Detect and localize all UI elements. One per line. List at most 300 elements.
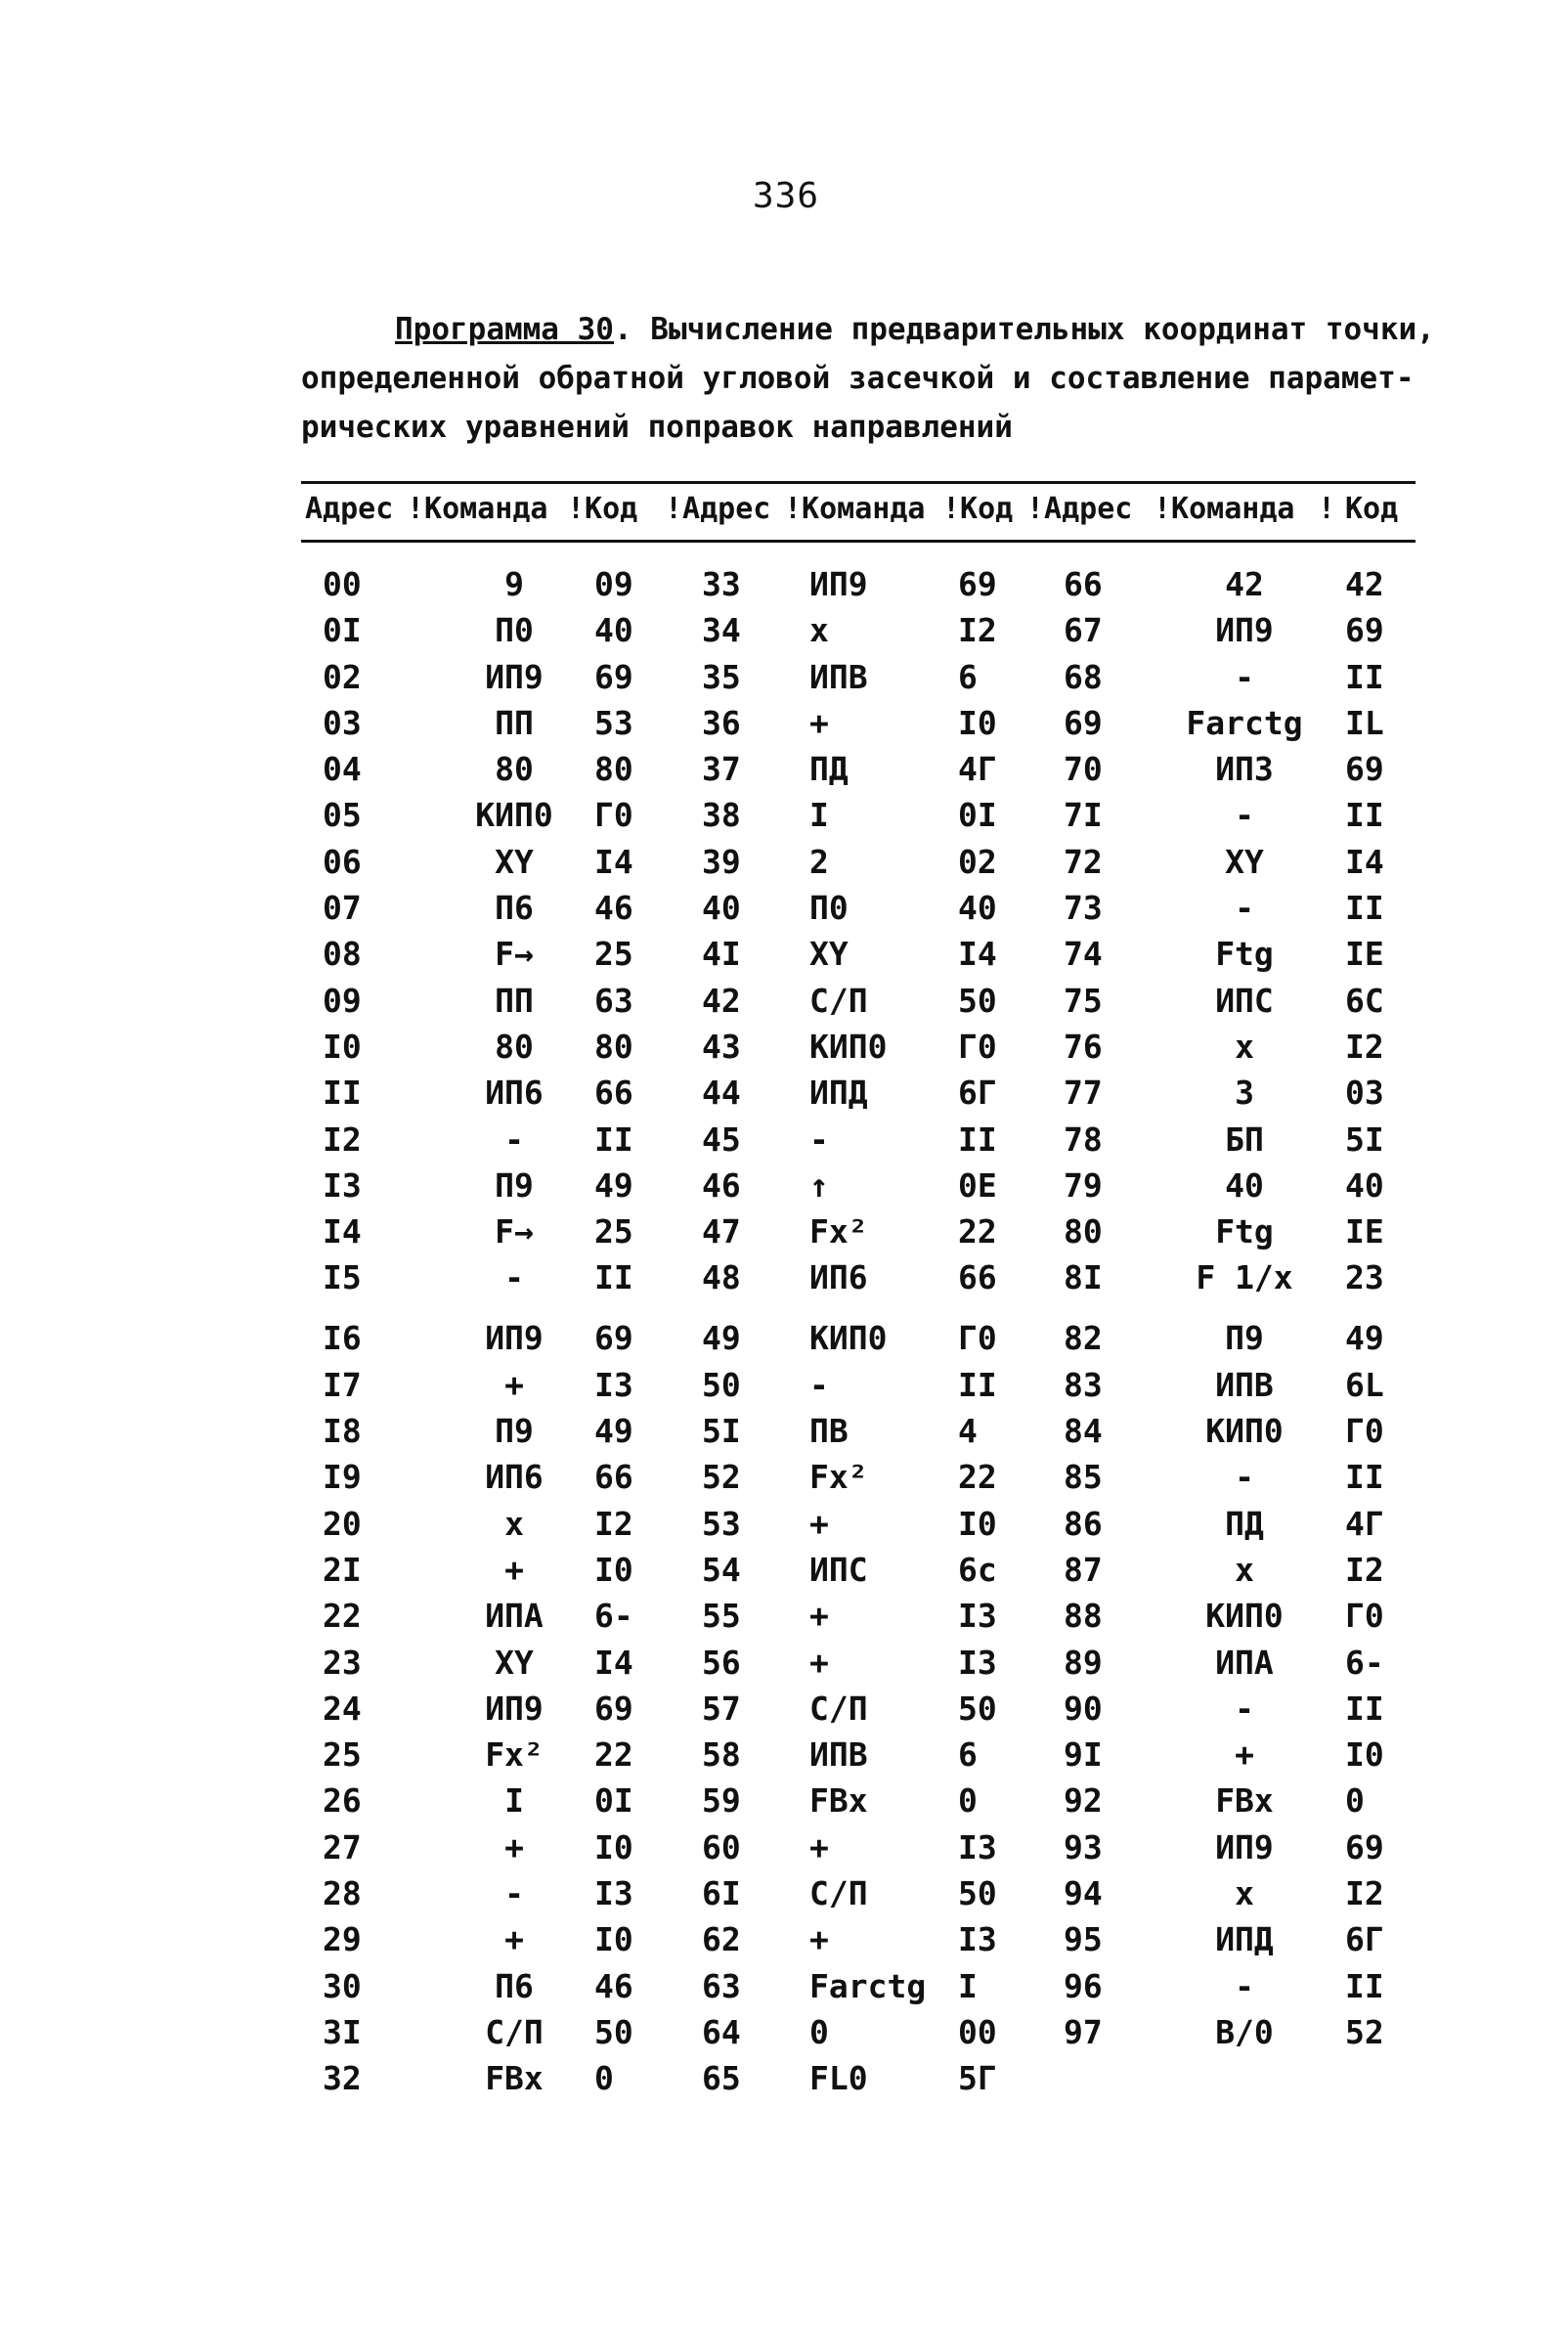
cell-command-1: I (504, 1781, 524, 1821)
cell-command-2: С/П (809, 1874, 868, 1913)
cell-code-2: 6 (958, 657, 978, 696)
cell-code-2: 22 (958, 1212, 997, 1251)
cell-code-1: 49 (594, 1412, 633, 1451)
cell-command-1: ИП9 (485, 1689, 544, 1728)
table-row (301, 2013, 1416, 2059)
cell-command-3: ИП9 (1215, 1827, 1274, 1866)
cell-address-1: 20 (323, 1504, 362, 1543)
cell-address-2: 60 (702, 1827, 741, 1866)
cell-address-1: 22 (323, 1597, 362, 1636)
cell-code-1: 22 (594, 1735, 633, 1775)
cell-code-3: I0 (1345, 1735, 1384, 1775)
cell-code-1: 25 (594, 1212, 633, 1251)
cell-command-3: 40 (1225, 1165, 1264, 1205)
cell-address-1: 2I (323, 1550, 362, 1589)
table-row (301, 843, 1416, 889)
cell-command-3: КИП0 (1205, 1597, 1284, 1636)
cell-command-2: ИПВ (809, 657, 868, 696)
cell-code-3: II (1345, 1689, 1384, 1728)
cell-command-2: - (809, 1365, 829, 1404)
cell-code-1: 46 (594, 889, 633, 928)
cell-command-2: + (809, 1827, 829, 1866)
cell-code-1: 69 (594, 1689, 633, 1728)
cell-address-2: 62 (702, 1920, 741, 1959)
table-row (301, 1967, 1416, 2013)
cell-command-2: Fx² (809, 1212, 868, 1251)
cell-command-1: С/П (485, 2012, 544, 2051)
cell-command-2: ИП6 (809, 1258, 868, 1297)
cell-address-1: I9 (323, 1458, 362, 1497)
cell-command-1: + (504, 1827, 524, 1866)
cell-address-3: 67 (1064, 611, 1103, 650)
cell-address-2: 55 (702, 1597, 741, 1636)
cell-address-3: 75 (1064, 981, 1103, 1020)
cell-code-3: II (1345, 1458, 1384, 1497)
cell-command-3: ИП3 (1215, 750, 1274, 789)
cell-address-1: I6 (323, 1319, 362, 1358)
cell-command-1: - (504, 1874, 524, 1913)
cell-address-2: 58 (702, 1735, 741, 1775)
cell-command-3: x (1235, 1027, 1254, 1066)
cell-address-2: 56 (702, 1643, 741, 1682)
cell-address-2: 43 (702, 1027, 741, 1066)
cell-address-2: 59 (702, 1781, 741, 1821)
cell-command-2: + (809, 1504, 829, 1543)
header-separator: ! (1318, 492, 1336, 526)
cell-code-3: 42 (1345, 565, 1384, 603)
cell-code-1: 0I (594, 1781, 633, 1821)
table-row (301, 1644, 1416, 1690)
cell-code-3: 6L (1345, 1365, 1384, 1404)
cell-address-2: 49 (702, 1319, 741, 1358)
table-row (301, 750, 1416, 796)
cell-command-2: ПД (809, 750, 849, 789)
cell-command-1: x (504, 1504, 524, 1543)
cell-address-2: 52 (702, 1458, 741, 1497)
cell-command-2: + (809, 703, 829, 742)
cell-command-2: + (809, 1597, 829, 1636)
cell-command-2: ИПД (809, 1074, 868, 1113)
cell-command-2: x (809, 611, 829, 650)
cell-code-3: 4Г (1345, 1504, 1384, 1543)
cell-address-2: 50 (702, 1365, 741, 1404)
table-row (301, 1874, 1416, 1920)
cell-code-1: 69 (594, 657, 633, 696)
cell-address-2: 39 (702, 842, 741, 881)
cell-command-1: ИП6 (485, 1458, 544, 1497)
cell-address-3: 88 (1064, 1597, 1103, 1636)
cell-command-3: В/0 (1215, 2012, 1274, 2051)
cell-address-3: 90 (1064, 1689, 1103, 1728)
table-row (301, 1412, 1416, 1458)
cell-command-2: КИП0 (809, 1319, 888, 1358)
cell-address-3: 94 (1064, 1874, 1103, 1913)
table-row (301, 1828, 1416, 1874)
cell-address-2: 33 (702, 565, 741, 603)
cell-code-3: IL (1345, 703, 1384, 742)
cell-command-3: КИП0 (1205, 1412, 1284, 1451)
table-row (301, 1319, 1416, 1365)
cell-code-1: 69 (594, 1319, 633, 1358)
cell-command-2: - (809, 1120, 829, 1159)
cell-code-1: 46 (594, 1966, 633, 2005)
cell-command-2: Farctg (809, 1966, 927, 2005)
table-row (301, 889, 1416, 935)
cell-code-3: 6Г (1345, 1920, 1384, 1959)
cell-command-2: + (809, 1643, 829, 1682)
cell-command-1: + (504, 1920, 524, 1959)
cell-command-1: ПП (495, 981, 534, 1020)
cell-code-2: 02 (958, 842, 997, 881)
cell-address-1: 04 (323, 750, 362, 789)
cell-address-3: 78 (1064, 1120, 1103, 1159)
cell-code-3: II (1345, 657, 1384, 696)
title-line-1 (301, 305, 1450, 354)
cell-command-1: F→ (495, 1212, 534, 1251)
cell-code-2: Г0 (958, 1319, 997, 1358)
cell-address-3: 8I (1064, 1258, 1103, 1297)
cell-command-3: - (1235, 1458, 1254, 1497)
cell-command-1: ИП9 (485, 1319, 544, 1358)
cell-command-1: XY (495, 1643, 534, 1682)
cell-address-1: II (323, 1074, 362, 1113)
cell-address-1: 09 (323, 981, 362, 1020)
cell-address-1: 00 (323, 565, 362, 603)
cell-address-3: 97 (1064, 2012, 1103, 2051)
table-row (301, 1505, 1416, 1551)
cell-code-2: 00 (958, 2012, 997, 2051)
cell-code-1: Г0 (594, 796, 633, 835)
table-row (301, 1551, 1416, 1597)
cell-address-3: 79 (1064, 1165, 1103, 1205)
cell-command-1: 80 (495, 1027, 534, 1066)
cell-code-1: I3 (594, 1365, 633, 1404)
cell-code-2: 6 (958, 1735, 978, 1775)
cell-address-1: I3 (323, 1165, 362, 1205)
cell-code-3: II (1345, 889, 1384, 928)
cell-command-3: + (1235, 1735, 1254, 1775)
cell-command-2: С/П (809, 1689, 868, 1728)
table-row (301, 1366, 1416, 1412)
header-address-1: Адрес (305, 492, 394, 526)
table-row (301, 1074, 1416, 1120)
cell-command-3: ПД (1225, 1504, 1264, 1543)
cell-address-1: 3I (323, 2012, 362, 2051)
cell-code-1: 40 (594, 611, 633, 650)
cell-command-3: x (1235, 1874, 1254, 1913)
cell-address-3: 77 (1064, 1074, 1103, 1113)
cell-code-1: 53 (594, 703, 633, 742)
cell-code-1: I4 (594, 842, 633, 881)
cell-code-3: II (1345, 796, 1384, 835)
cell-code-3: II (1345, 1966, 1384, 2005)
cell-code-3: IE (1345, 1212, 1384, 1251)
cell-code-2: 4Г (958, 750, 997, 789)
cell-address-2: 44 (702, 1074, 741, 1113)
cell-code-1: I0 (594, 1827, 633, 1866)
cell-address-2: 54 (702, 1550, 741, 1589)
table-top-rule (301, 481, 1416, 484)
cell-command-2: С/П (809, 981, 868, 1020)
cell-code-2: 66 (958, 1258, 997, 1297)
cell-command-3: ИП9 (1215, 611, 1274, 650)
cell-command-3: ИПС (1215, 981, 1274, 1020)
cell-code-3: 49 (1345, 1319, 1384, 1358)
cell-address-3: 83 (1064, 1365, 1103, 1404)
cell-address-2: 48 (702, 1258, 741, 1297)
cell-address-2: 35 (702, 657, 741, 696)
title-line-1-rest: . Вычисление предварительных координат точки, (613, 312, 1435, 347)
table-row (301, 2059, 1416, 2105)
cell-command-1: ПП (495, 703, 534, 742)
table-row (301, 565, 1416, 611)
cell-command-1: F→ (495, 935, 534, 974)
header-address-3: !Адрес (1026, 492, 1133, 526)
cell-command-2: I (809, 796, 829, 835)
cell-code-1: 66 (594, 1458, 633, 1497)
program-table (301, 565, 1416, 2106)
cell-command-1: П9 (495, 1165, 534, 1205)
cell-command-3: - (1235, 796, 1254, 835)
cell-command-3: Ftg (1215, 935, 1274, 974)
cell-code-3: 69 (1345, 750, 1384, 789)
cell-address-3: 87 (1064, 1550, 1103, 1589)
cell-address-3: 72 (1064, 842, 1103, 881)
cell-code-1: I4 (594, 1643, 633, 1682)
cell-code-2: 40 (958, 889, 997, 928)
cell-code-3: Г0 (1345, 1412, 1384, 1451)
cell-address-3: 85 (1064, 1458, 1103, 1497)
cell-code-1: II (594, 1258, 633, 1297)
cell-code-2: 5Г (958, 2059, 997, 2098)
cell-code-1: 66 (594, 1074, 633, 1113)
cell-code-2: I3 (958, 1827, 997, 1866)
cell-command-3: 3 (1235, 1074, 1254, 1113)
table-header (301, 492, 1416, 531)
cell-address-2: 45 (702, 1120, 741, 1159)
cell-address-1: 28 (323, 1874, 362, 1913)
cell-command-2: FBx (809, 1781, 868, 1821)
cell-address-2: 64 (702, 2012, 741, 2051)
cell-code-3: 69 (1345, 611, 1384, 650)
cell-command-3: П9 (1225, 1319, 1264, 1358)
cell-address-3: 84 (1064, 1412, 1103, 1451)
cell-address-1: 0I (323, 611, 362, 650)
cell-command-3: FBx (1215, 1781, 1274, 1821)
cell-command-1: FBx (485, 2059, 544, 2098)
cell-address-3: 86 (1064, 1504, 1103, 1543)
cell-code-1: 63 (594, 981, 633, 1020)
cell-code-3: 6С (1345, 981, 1384, 1020)
cell-address-1: 05 (323, 796, 362, 835)
cell-address-1: I7 (323, 1365, 362, 1404)
cell-address-1: I2 (323, 1120, 362, 1159)
cell-address-2: 42 (702, 981, 741, 1020)
cell-command-1: ИП9 (485, 657, 544, 696)
cell-address-1: 24 (323, 1689, 362, 1728)
table-row (301, 1781, 1416, 1827)
cell-address-3: 82 (1064, 1319, 1103, 1358)
cell-command-2: ИПС (809, 1550, 868, 1589)
cell-address-3: 9I (1064, 1735, 1103, 1775)
cell-address-3: 80 (1064, 1212, 1103, 1251)
cell-command-3: ИПВ (1215, 1365, 1274, 1404)
program-title (301, 305, 1450, 452)
cell-code-3: I2 (1345, 1874, 1384, 1913)
cell-address-3: 70 (1064, 750, 1103, 789)
cell-code-3: IE (1345, 935, 1384, 974)
cell-address-1: I4 (323, 1212, 362, 1251)
table-row (301, 611, 1416, 657)
table-row (301, 1597, 1416, 1643)
cell-code-2: 50 (958, 981, 997, 1020)
cell-command-3: ИПА (1215, 1643, 1274, 1682)
cell-code-1: I0 (594, 1550, 633, 1589)
table-row (301, 1166, 1416, 1212)
cell-address-1: 23 (323, 1643, 362, 1682)
cell-code-2: I4 (958, 935, 997, 974)
cell-address-3: 66 (1064, 565, 1103, 603)
cell-code-3: I4 (1345, 842, 1384, 881)
table-row (301, 704, 1416, 750)
cell-address-1: 26 (323, 1781, 362, 1821)
cell-command-2: П0 (809, 889, 849, 928)
cell-code-3: 6- (1345, 1643, 1384, 1682)
cell-code-3: 69 (1345, 1827, 1384, 1866)
cell-address-1: 02 (323, 657, 362, 696)
cell-address-2: 36 (702, 703, 741, 742)
cell-command-3: - (1235, 889, 1254, 928)
cell-command-3: 42 (1225, 565, 1264, 603)
program-label: Программа 30 (395, 312, 614, 347)
cell-command-1: П9 (495, 1412, 534, 1451)
cell-address-3: 7I (1064, 796, 1103, 835)
cell-code-3: 40 (1345, 1165, 1384, 1205)
cell-code-2: I2 (958, 611, 997, 650)
cell-command-1: П6 (495, 1966, 534, 2005)
cell-command-3: Farctg (1186, 703, 1303, 742)
cell-address-1: I8 (323, 1412, 362, 1451)
cell-command-1: КИП0 (475, 796, 553, 835)
cell-address-1: 07 (323, 889, 362, 928)
header-command-3: !Команда (1154, 492, 1295, 526)
cell-command-2: ↑ (809, 1165, 829, 1205)
cell-address-3: 95 (1064, 1920, 1103, 1959)
table-row (301, 982, 1416, 1028)
cell-code-1: 49 (594, 1165, 633, 1205)
cell-code-3: Г0 (1345, 1597, 1384, 1636)
cell-code-1: 6- (594, 1597, 633, 1636)
cell-address-2: 63 (702, 1966, 741, 2005)
cell-code-1: 09 (594, 565, 633, 603)
cell-address-2: 34 (702, 611, 741, 650)
cell-address-3: 73 (1064, 889, 1103, 928)
cell-command-1: + (504, 1550, 524, 1589)
cell-code-1: 0 (594, 2059, 614, 2098)
header-code-2: !Код (942, 492, 1014, 526)
cell-code-2: 6Г (958, 1074, 997, 1113)
table-row (301, 1120, 1416, 1166)
cell-code-2: II (958, 1365, 997, 1404)
cell-command-2: ИП9 (809, 565, 868, 603)
cell-code-2: II (958, 1120, 997, 1159)
cell-code-2: 50 (958, 1689, 997, 1728)
cell-code-3: 23 (1345, 1258, 1384, 1297)
cell-command-2: FL0 (809, 2059, 868, 2098)
cell-address-1: 32 (323, 2059, 362, 2098)
header-code-1: !Код (567, 492, 638, 526)
cell-code-2: 6с (958, 1550, 997, 1589)
cell-address-3: 93 (1064, 1827, 1103, 1866)
cell-command-1: П6 (495, 889, 534, 928)
cell-code-2: 69 (958, 565, 997, 603)
cell-code-1: I2 (594, 1504, 633, 1543)
cell-address-2: 65 (702, 2059, 741, 2098)
cell-address-3: 89 (1064, 1643, 1103, 1682)
cell-address-1: 27 (323, 1827, 362, 1866)
cell-code-1: 50 (594, 2012, 633, 2051)
cell-command-2: 0 (809, 2012, 829, 2051)
cell-command-1: Fx² (485, 1735, 544, 1775)
cell-code-1: I0 (594, 1920, 633, 1959)
cell-code-2: 22 (958, 1458, 997, 1497)
cell-address-3: 69 (1064, 703, 1103, 742)
cell-code-2: 4 (958, 1412, 978, 1451)
cell-command-2: ИПВ (809, 1735, 868, 1775)
cell-address-2: 5I (702, 1412, 741, 1451)
cell-command-1: - (504, 1120, 524, 1159)
cell-command-3: XY (1225, 842, 1264, 881)
cell-command-3: - (1235, 657, 1254, 696)
table-row (301, 1028, 1416, 1074)
cell-address-2: 57 (702, 1689, 741, 1728)
cell-address-3: 76 (1064, 1027, 1103, 1066)
cell-command-2: Fx² (809, 1458, 868, 1497)
cell-code-3: 5I (1345, 1120, 1384, 1159)
cell-code-3: I2 (1345, 1027, 1384, 1066)
cell-address-3: 96 (1064, 1966, 1103, 2005)
cell-command-2: + (809, 1920, 829, 1959)
cell-command-1: 9 (504, 565, 524, 603)
cell-address-2: 53 (702, 1504, 741, 1543)
cell-code-2: I0 (958, 703, 997, 742)
cell-address-3: 92 (1064, 1781, 1103, 1821)
cell-code-1: I3 (594, 1874, 633, 1913)
cell-code-2: 0I (958, 796, 997, 835)
cell-code-2: 50 (958, 1874, 997, 1913)
cell-command-2: 2 (809, 842, 829, 881)
cell-address-2: 37 (702, 750, 741, 789)
cell-command-3: x (1235, 1550, 1254, 1589)
cell-code-2: I0 (958, 1504, 997, 1543)
cell-code-2: I3 (958, 1920, 997, 1959)
header-address-2: !Адрес (665, 492, 771, 526)
cell-code-2: I3 (958, 1597, 997, 1636)
cell-address-1: I5 (323, 1258, 362, 1297)
cell-command-3: F 1/x (1196, 1258, 1293, 1297)
cell-command-2: КИП0 (809, 1027, 888, 1066)
table-row (301, 658, 1416, 704)
cell-command-1: XY (495, 842, 534, 881)
cell-command-1: ИПА (485, 1597, 544, 1636)
table-row (301, 796, 1416, 842)
cell-command-3: - (1235, 1689, 1254, 1728)
cell-code-3: 03 (1345, 1074, 1384, 1113)
cell-command-1: 80 (495, 750, 534, 789)
cell-code-3: 52 (1345, 2012, 1384, 2051)
cell-command-1: П0 (495, 611, 534, 650)
cell-code-1: 80 (594, 750, 633, 789)
